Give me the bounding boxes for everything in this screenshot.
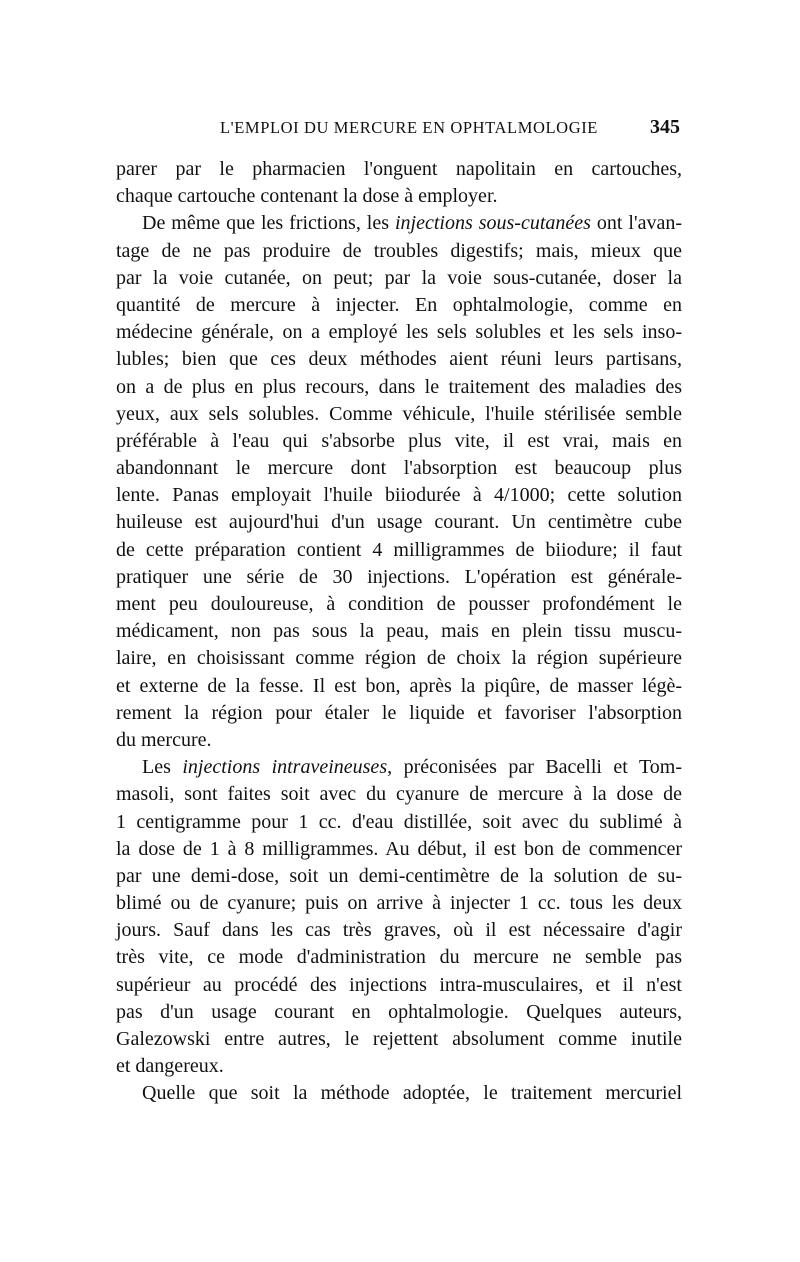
- text-line: Galezowski entre autres, le rejettent absolument comme inutile: [116, 1028, 682, 1050]
- text-line: du mercure.: [116, 728, 212, 751]
- running-head: [116, 118, 682, 144]
- text-line: médecine générale, on a employé les sels solubles et les sels inso-: [116, 321, 682, 344]
- text-line: abandonnant le mercure dont l'absorption est beaucoup plus: [116, 457, 682, 480]
- text-line: tage de ne pas produire de troubles digestifs; mais, mieux que: [116, 239, 682, 262]
- text-line: yeux, aux sels solubles. Comme véhicule, l'huile stérilisée semble: [116, 402, 682, 425]
- text-line: on a de plus en plus recours, dans le traitement des maladies des: [116, 375, 682, 398]
- text-line: quantité de mercure à injecter. En ophtalmologie, comme en: [116, 293, 682, 316]
- text-line: ment peu douloureuse, à condition de pousser profondément le: [116, 593, 682, 615]
- text-line: par une demi-dose, soit un demi-centimètre de la solution de su-: [116, 864, 682, 887]
- body-text: [116, 156, 682, 1108]
- text-line: Quelle que soit la méthode adoptée, le traitement mercuriel: [142, 1082, 682, 1105]
- text-line: et dangereux.: [116, 1055, 224, 1078]
- text-line: de cette préparation contient 4 milligrammes de biiodure; il faut: [116, 538, 682, 561]
- text-line: la dose de 1 à 8 milligrammes. Au début, il est bon de commencer: [116, 837, 682, 860]
- text-line: De même que les frictions, les injections sous-cutanées ont l'avan-: [142, 212, 682, 235]
- text-line: 1 centigramme pour 1 cc. d'eau distillée, soit avec du sublimé à: [116, 810, 682, 833]
- text-line: blimé ou de cyanure; puis on arrive à injecter 1 cc. tous les deux: [116, 892, 682, 915]
- text-line: préférable à l'eau qui s'absorbe plus vite, il est vrai, mais en: [116, 429, 682, 452]
- text-line: médicament, non pas sous la peau, mais en plein tissu muscu-: [116, 620, 682, 643]
- text-line: très vite, ce mode d'administration du mercure ne semble pas: [116, 946, 682, 969]
- text-line: pas d'un usage courant en ophtalmologie. Quelques auteurs,: [116, 1000, 682, 1023]
- text-line: Les injections intraveineuses, préconisées par Bacelli et Tom-: [142, 756, 682, 779]
- book-page: [116, 0, 682, 1262]
- text-line: lente. Panas employait l'huile biiodurée à 4/1000; cette solution: [116, 484, 682, 507]
- text-line: et externe de la fesse. Il est bon, après la piqûre, de masser légè-: [116, 674, 682, 697]
- italic-term: injections intraveineuses: [182, 756, 388, 779]
- text-line: lubles; bien que ces deux méthodes aient réuni leurs partisans,: [116, 348, 682, 371]
- page-number: 345: [650, 116, 680, 138]
- text-line: masoli, sont faites soit avec du cyanure de mercure à la dose de: [116, 783, 682, 806]
- text-line: jours. Sauf dans les cas très graves, où il est nécessaire d'agir: [116, 919, 682, 942]
- text-line: par la voie cutanée, on peut; par la voie sous-cutanée, doser la: [116, 266, 682, 289]
- text-line: pratiquer une série de 30 injections. L'opération est générale-: [116, 565, 682, 588]
- text-line: chaque cartouche contenant la dose à employer.: [116, 185, 498, 208]
- running-title: L'EMPLOI DU MERCURE EN OPHTALMOLOGIE: [220, 118, 598, 137]
- text-line: parer par le pharmacien l'onguent napolitain en cartouches,: [116, 158, 682, 180]
- text-line: laire, en choisissant comme région de choix la région supérieure: [116, 647, 682, 670]
- text-line: supérieur au procédé des injections intra-musculaires, et il n'est: [116, 973, 682, 996]
- italic-term: injections sous-cutanées: [394, 212, 591, 235]
- text-line: rement la région pour étaler le liquide et favoriser l'absorption: [116, 701, 682, 724]
- text-line: huileuse est aujourd'hui d'un usage courant. Un centimètre cube: [116, 511, 682, 534]
